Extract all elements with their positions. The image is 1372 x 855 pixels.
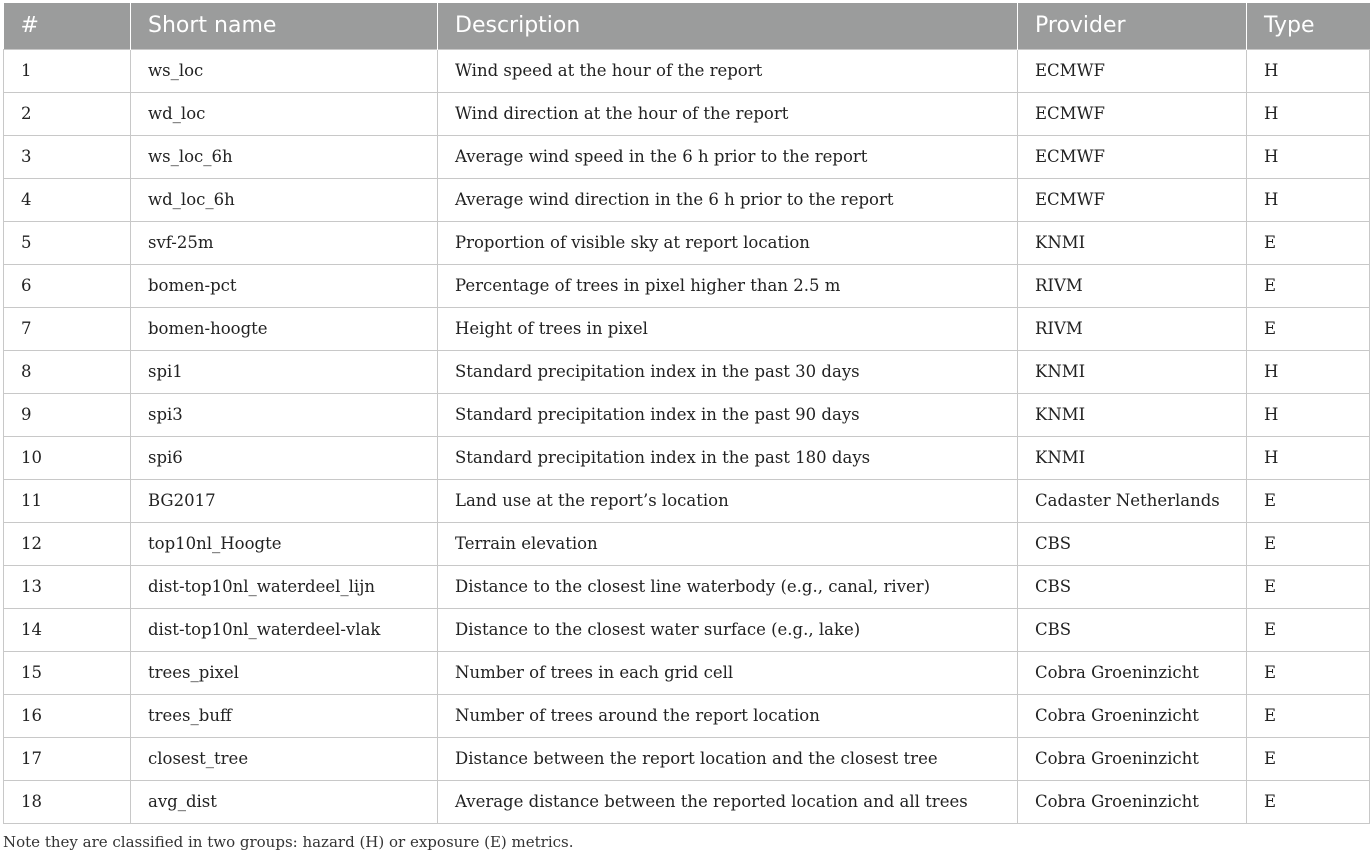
table-row (4, 694, 1370, 737)
table-row (4, 608, 1370, 651)
cell-number: 5 (4, 221, 131, 264)
cell-description: Terrain elevation (438, 522, 1018, 565)
cell-short-name: closest_tree (131, 737, 438, 780)
cell-provider: ECMWF (1018, 178, 1247, 221)
table-row (4, 135, 1370, 178)
cell-number: 10 (4, 436, 131, 479)
cell-provider: CBS (1018, 522, 1247, 565)
table-row (4, 436, 1370, 479)
cell-description: Standard precipitation index in the past 90 days (438, 393, 1018, 436)
table-note: Note they are classified in two groups: hazard (H) or exposure (E) metrics. (3, 833, 574, 851)
cell-type: E (1247, 221, 1370, 264)
cell-short-name: spi6 (131, 436, 438, 479)
cell-provider: CBS (1018, 565, 1247, 608)
cell-number: 14 (4, 608, 131, 651)
cell-short-name: trees_buff (131, 694, 438, 737)
table-row (4, 522, 1370, 565)
cell-type: E (1247, 479, 1370, 522)
cell-type: E (1247, 780, 1370, 823)
header-type: Type (1247, 3, 1370, 49)
cell-description: Average wind direction in the 6 h prior to the report (438, 178, 1018, 221)
cell-short-name: avg_dist (131, 780, 438, 823)
cell-provider: Cobra Groeninzicht (1018, 651, 1247, 694)
cell-description: Standard precipitation index in the past 30 days (438, 350, 1018, 393)
cell-number: 9 (4, 393, 131, 436)
cell-type: E (1247, 651, 1370, 694)
cell-type: E (1247, 565, 1370, 608)
header-provider: Provider (1018, 3, 1247, 49)
cell-description: Distance to the closest line waterbody (e.g., canal, river) (438, 565, 1018, 608)
cell-number: 1 (4, 49, 131, 92)
cell-provider: KNMI (1018, 350, 1247, 393)
table-body (4, 49, 1370, 823)
cell-short-name: bomen-pct (131, 264, 438, 307)
cell-number: 15 (4, 651, 131, 694)
cell-provider: ECMWF (1018, 135, 1247, 178)
table-header (4, 3, 1370, 49)
table-row (4, 479, 1370, 522)
cell-provider: ECMWF (1018, 49, 1247, 92)
cell-description: Standard precipitation index in the past 180 days (438, 436, 1018, 479)
cell-type: H (1247, 393, 1370, 436)
cell-description: Number of trees in each grid cell (438, 651, 1018, 694)
cell-number: 3 (4, 135, 131, 178)
cell-number: 17 (4, 737, 131, 780)
table-row (4, 178, 1370, 221)
metrics-table-container (3, 3, 1369, 824)
cell-provider: Cadaster Netherlands (1018, 479, 1247, 522)
table-row (4, 350, 1370, 393)
table-row (4, 393, 1370, 436)
cell-type: E (1247, 608, 1370, 651)
cell-type: H (1247, 178, 1370, 221)
table-row (4, 264, 1370, 307)
cell-number: 7 (4, 307, 131, 350)
cell-type: E (1247, 522, 1370, 565)
table-row (4, 651, 1370, 694)
cell-short-name: top10nl_Hoogte (131, 522, 438, 565)
cell-short-name: bomen-hoogte (131, 307, 438, 350)
cell-description: Number of trees around the report location (438, 694, 1018, 737)
cell-number: 13 (4, 565, 131, 608)
header-short-name: Short name (131, 3, 438, 49)
cell-description: Land use at the report’s location (438, 479, 1018, 522)
cell-description: Wind speed at the hour of the report (438, 49, 1018, 92)
cell-short-name: trees_pixel (131, 651, 438, 694)
cell-description: Wind direction at the hour of the report (438, 92, 1018, 135)
table-row (4, 221, 1370, 264)
cell-provider: KNMI (1018, 393, 1247, 436)
header-row (4, 3, 1370, 49)
cell-provider: Cobra Groeninzicht (1018, 694, 1247, 737)
cell-number: 11 (4, 479, 131, 522)
table-row (4, 565, 1370, 608)
cell-type: H (1247, 92, 1370, 135)
table-row (4, 92, 1370, 135)
cell-provider: KNMI (1018, 221, 1247, 264)
table-row (4, 49, 1370, 92)
cell-description: Percentage of trees in pixel higher than 2.5 m (438, 264, 1018, 307)
cell-number: 16 (4, 694, 131, 737)
cell-number: 8 (4, 350, 131, 393)
cell-short-name: dist-top10nl_waterdeel-vlak (131, 608, 438, 651)
cell-description: Average wind speed in the 6 h prior to the report (438, 135, 1018, 178)
cell-description: Height of trees in pixel (438, 307, 1018, 350)
cell-short-name: svf-25m (131, 221, 438, 264)
cell-description: Average distance between the reported location and all trees (438, 780, 1018, 823)
cell-provider: KNMI (1018, 436, 1247, 479)
cell-short-name: spi3 (131, 393, 438, 436)
cell-provider: RIVM (1018, 264, 1247, 307)
table-row (4, 780, 1370, 823)
cell-description: Distance between the report location and the closest tree (438, 737, 1018, 780)
metrics-table (3, 3, 1370, 824)
cell-number: 2 (4, 92, 131, 135)
cell-type: E (1247, 694, 1370, 737)
header-description: Description (438, 3, 1018, 49)
cell-provider: RIVM (1018, 307, 1247, 350)
cell-short-name: spi1 (131, 350, 438, 393)
cell-provider: Cobra Groeninzicht (1018, 737, 1247, 780)
cell-type: H (1247, 49, 1370, 92)
table-row (4, 307, 1370, 350)
cell-type: H (1247, 350, 1370, 393)
table-row (4, 737, 1370, 780)
cell-provider: ECMWF (1018, 92, 1247, 135)
cell-type: H (1247, 436, 1370, 479)
cell-number: 4 (4, 178, 131, 221)
cell-type: E (1247, 264, 1370, 307)
cell-short-name: wd_loc_6h (131, 178, 438, 221)
cell-type: E (1247, 737, 1370, 780)
cell-number: 18 (4, 780, 131, 823)
cell-provider: CBS (1018, 608, 1247, 651)
cell-short-name: ws_loc_6h (131, 135, 438, 178)
cell-number: 6 (4, 264, 131, 307)
cell-number: 12 (4, 522, 131, 565)
cell-provider: Cobra Groeninzicht (1018, 780, 1247, 823)
cell-description: Proportion of visible sky at report location (438, 221, 1018, 264)
cell-short-name: wd_loc (131, 92, 438, 135)
cell-description: Distance to the closest water surface (e.g., lake) (438, 608, 1018, 651)
header-number: # (4, 3, 131, 49)
cell-type: E (1247, 307, 1370, 350)
cell-short-name: BG2017 (131, 479, 438, 522)
cell-type: H (1247, 135, 1370, 178)
cell-short-name: ws_loc (131, 49, 438, 92)
cell-short-name: dist-top10nl_waterdeel_lijn (131, 565, 438, 608)
